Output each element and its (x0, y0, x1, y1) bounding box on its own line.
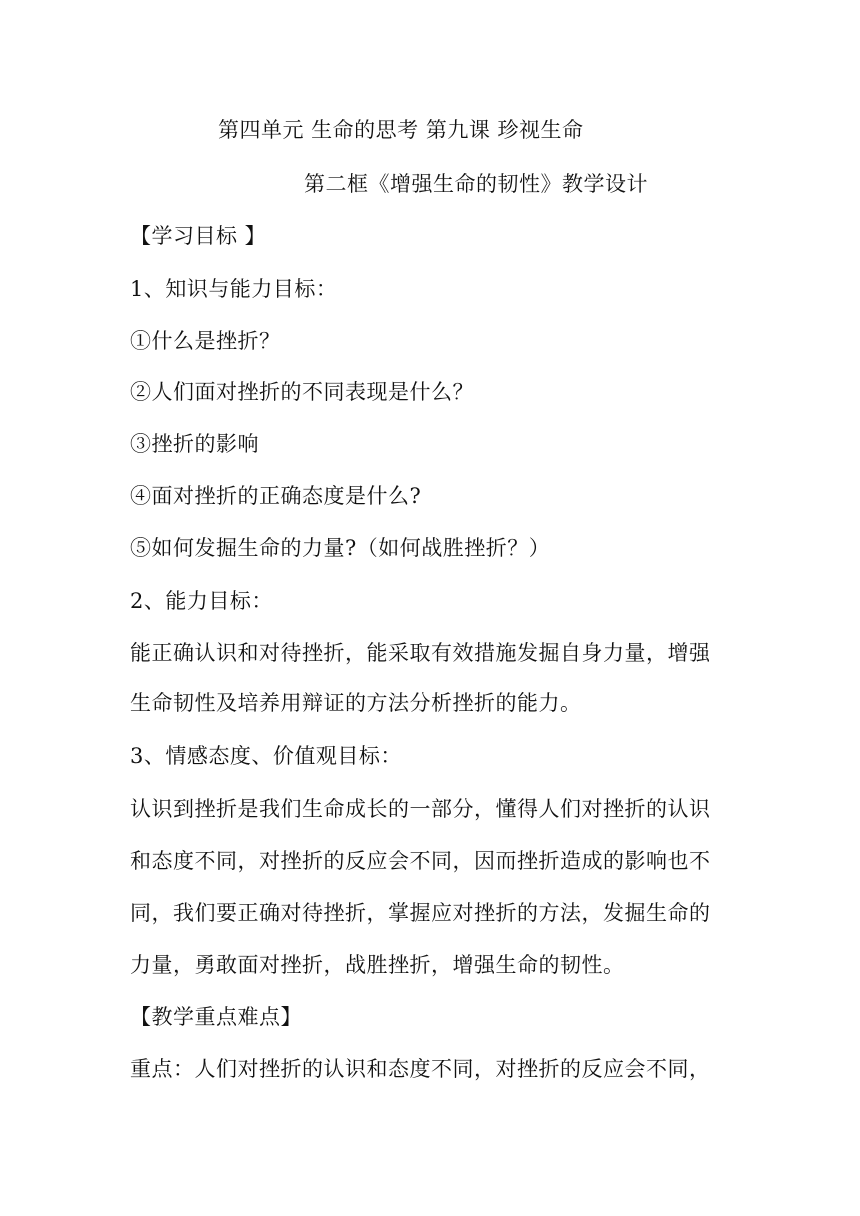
knowledge-objectives-heading: 1、知识与能力目标： (130, 277, 338, 301)
objective-item-1: ①什么是挫折？ (130, 329, 281, 353)
objective-item-4: ④面对挫折的正确态度是什么? (130, 484, 422, 508)
ability-text-line-2: 生命韧性及培养用辩证的方法分析挫折的能力。 (130, 691, 582, 715)
emotion-objectives-heading: 3、情感态度、价值观目标： (130, 744, 402, 768)
ability-text-line-1: 能正确认识和对待挫折，能采取有效措施发掘自身力量，增强 (130, 641, 711, 665)
unit-lesson-title: 第四单元 生命的思考 第九课 珍视生命 (218, 118, 584, 142)
objective-item-3: ③挫折的影响 (130, 432, 259, 456)
objective-item-2: ②人们面对挫折的不同表现是什么？ (130, 380, 474, 404)
emotion-text-line-1: 认识到挫折是我们生命成长的一部分，懂得人们对挫折的认识 (130, 797, 711, 821)
ability-objectives-heading: 2、能力目标： (130, 589, 273, 613)
emotion-text-line-3: 同，我们要正确对待挫折，掌握应对挫折的方法，发掘生命的 (130, 901, 711, 925)
key-points-heading: 【教学重点难点】 (130, 1005, 302, 1029)
objective-item-5: ⑤如何发掘生命的力量?（如何战胜挫折？） (130, 536, 551, 560)
emotion-text-line-4: 力量，勇敢面对挫折，战胜挫折，增强生命的韧性。 (130, 953, 625, 977)
emotion-text-line-2: 和态度不同，对挫折的反应会不同，因而挫折造成的影响也不 (130, 849, 711, 873)
lesson-design-title: 第二框《增强生命的韧性》教学设计 (304, 172, 648, 196)
learning-objectives-heading: 【学习目标 】 (130, 224, 267, 248)
key-point-line-1: 重点：人们对挫折的认识和态度不同，对挫折的反应会不同， (130, 1057, 711, 1081)
